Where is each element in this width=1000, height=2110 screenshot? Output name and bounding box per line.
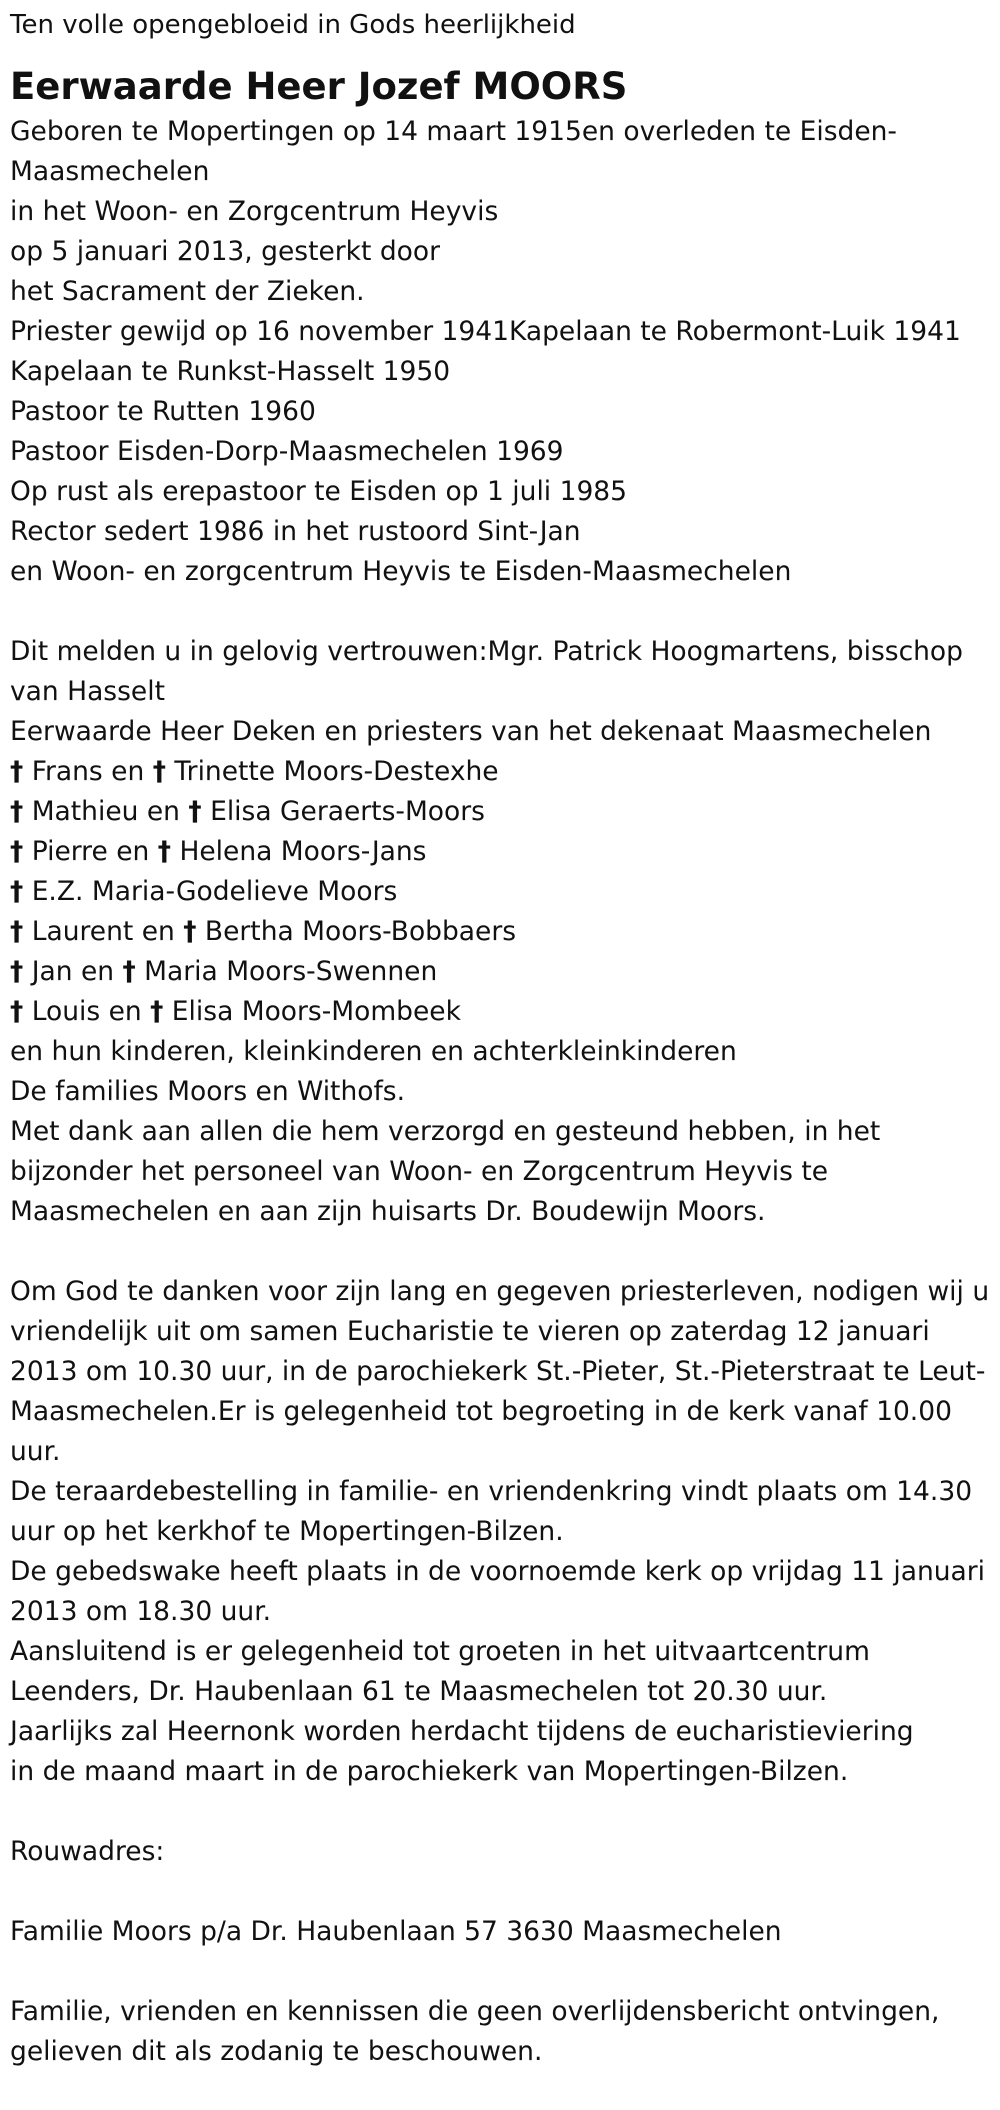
family-name-b: Trinette Moors-Destexhe: [174, 756, 499, 787]
cross-icon: †: [10, 836, 24, 867]
service-paragraph: Jaarlijks zal Heernonk worden herdacht tijdens de eucharistieviering: [10, 1716, 914, 1747]
family-name-a: Mathieu en: [31, 796, 189, 827]
family-item: [10, 872, 990, 912]
cross-icon: †: [10, 996, 24, 1027]
cross-icon: †: [183, 916, 197, 947]
announce-line: Eerwaarde Heer Deken en priesters van het dekenaat Maasmechelen: [10, 716, 932, 747]
after-family-line: De families Moors en Withofs.: [10, 1076, 406, 1107]
family-name-b: Maria Moors-Swennen: [144, 956, 438, 987]
bio-line: Kapelaan te Runkst-Hasselt 1950: [10, 356, 451, 387]
announcement: [10, 632, 990, 752]
cross-icon: †: [10, 956, 24, 987]
announce-line: Dit melden u in gelovig vertrouwen:Mgr. Patrick Hoogmartens, bisschop van Hasselt: [10, 636, 963, 707]
cross-icon: †: [10, 876, 24, 907]
family-name-b: Elisa Geraerts-Moors: [210, 796, 485, 827]
family-name-b: Helena Moors-Jans: [179, 836, 427, 867]
family-item: [10, 912, 990, 952]
service-paragraph: De teraardebestelling in familie- en vriendenkring vindt plaats om 14.30 uur op het kerkhof te Mopertingen-Bilzen.: [10, 1476, 973, 1547]
cross-icon: †: [10, 916, 24, 947]
family-name-a: Laurent en: [31, 916, 184, 947]
bio-line: Pastoor Eisden-Dorp-Maasmechelen 1969: [10, 436, 564, 467]
deceased-name: Eerwaarde Heer Jozef MOORS: [10, 65, 628, 108]
mourning-address: Familie Moors p/a Dr. Haubenlaan 57 3630 Maasmechelen: [10, 1916, 782, 1947]
bio-line: in het Woon- en Zorgcentrum Heyvis: [10, 196, 499, 227]
service-paragraph: Aansluitend is er gelegenheid tot groeten in het uitvaartcentrum Leenders, Dr. Haubenlaan 61 te Maasmechelen tot 20.30 uur.: [10, 1636, 870, 1707]
address-label: Rouwadres:: [10, 1836, 165, 1867]
service-paragraph: De gebedswake heeft plaats in de voornoemde kerk op vrijdag 11 januari 2013 om 18.30 uur.: [10, 1556, 986, 1627]
biography: [10, 112, 990, 592]
family-name-a: E.Z. Maria-Godelieve Moors: [31, 876, 398, 907]
spacer: [10, 1792, 990, 1832]
service-paragraph: Om God te danken voor zijn lang en gegeven priesterleven, nodigen wij u vriendelijk uit om samen Eucharistie te vieren op zaterdag 12 januari 2013 om 10.30 uur, in de parochiekerk St.-Pieter, St.-Pieterstraat te Leut-Maasmechelen.Er is gelegenheid tot begroeting in de kerk vanaf 10.00 uur.: [10, 1276, 990, 1467]
family-name-a: Pierre en: [31, 836, 158, 867]
family-item: [10, 832, 990, 872]
bio-line: Pastoor te Rutten 1960: [10, 396, 316, 427]
spacer: [10, 592, 990, 632]
family-name-a: Louis en: [31, 996, 151, 1027]
bio-line: Geboren te Mopertingen op 14 maart 1915en overleden te Eisden-Maasmechelen: [10, 116, 897, 187]
after-family-line: en hun kinderen, kleinkinderen en achterkleinkinderen: [10, 1036, 737, 1067]
thanks-paragraph: Met dank aan allen die hem verzorgd en gesteund hebben, in het bijzonder het personeel van Woon- en Zorgcentrum Heyvis te Maasmechelen en aan zijn huisarts Dr. Boudewijn Moors.: [10, 1116, 881, 1227]
bio-line: het Sacrament der Zieken.: [10, 276, 365, 307]
intro-line: Ten volle opengebloeid in Gods heerlijkheid: [10, 10, 576, 40]
bio-line: en Woon- en zorgcentrum Heyvis te Eisden-Maasmechelen: [10, 556, 792, 587]
service-paragraph: in de maand maart in de parochiekerk van Mopertingen-Bilzen.: [10, 1756, 849, 1787]
bio-line: Priester gewijd op 16 november 1941Kapelaan te Robermont-Luik 1941: [10, 316, 961, 347]
after-family: [10, 1032, 990, 1232]
cross-icon: †: [157, 836, 171, 867]
spacer: [10, 1872, 990, 1912]
family-item: [10, 792, 990, 832]
family-item: [10, 752, 990, 792]
closing-note: Familie, vrienden en kennissen die geen overlijdensbericht ontvingen, gelieven dit als zodanig te beschouwen.: [10, 1996, 940, 2067]
family-name-a: Frans en: [31, 756, 153, 787]
cross-icon: †: [150, 996, 164, 1027]
bio-line: op 5 januari 2013, gesterkt door: [10, 236, 440, 267]
spacer: [10, 1232, 990, 1272]
family-list: [10, 752, 990, 1032]
cross-icon: †: [188, 796, 202, 827]
cross-icon: †: [10, 796, 24, 827]
family-item: [10, 952, 990, 992]
family-name-a: Jan en: [31, 956, 123, 987]
family-name-b: Elisa Moors-Mombeek: [171, 996, 461, 1027]
service-info: [10, 1272, 990, 1792]
family-item: [10, 992, 990, 1032]
bio-line: Rector sedert 1986 in het rustoord Sint-Jan: [10, 516, 581, 547]
cross-icon: †: [152, 756, 166, 787]
cross-icon: †: [122, 956, 136, 987]
bio-line: Op rust als erepastoor te Eisden op 1 juli 1985: [10, 476, 628, 507]
spacer: [10, 1952, 990, 1992]
cross-icon: †: [10, 756, 24, 787]
family-name-b: Bertha Moors-Bobbaers: [204, 916, 517, 947]
